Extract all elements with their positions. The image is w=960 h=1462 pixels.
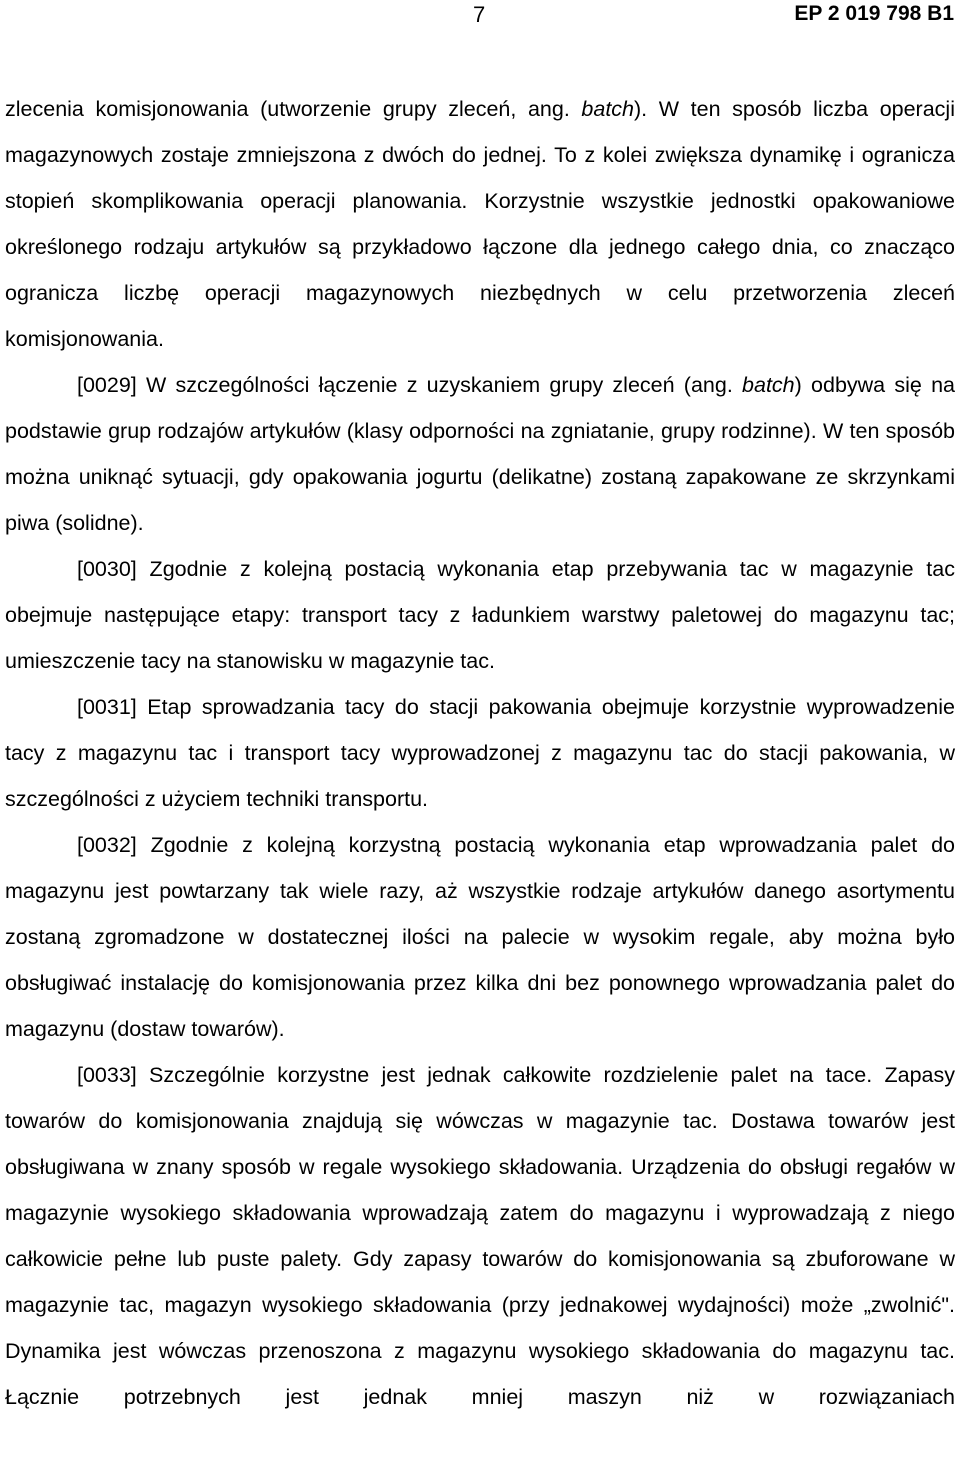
paragraph-number: [0033] xyxy=(77,1063,137,1087)
page-header xyxy=(0,0,960,40)
paragraph-number: [0031] xyxy=(77,695,137,719)
italic-term: batch xyxy=(742,373,795,397)
italic-term: batch xyxy=(581,97,635,121)
paragraph-0032 xyxy=(5,822,955,1052)
paragraph-number: [0032] xyxy=(77,833,137,857)
paragraph-text: Zgodnie z kolejną korzystną postacią wykonania etap wprowadzania palet do magazynu jest powtarzany tak wiele razy, aż wszystkie rodzaje artykułów danego asortymentu zostaną zgromadzone w dostatecznej ilości na palecie w wysokim regale, aby można było obsługiwać instalację do komisjonowania przez kilka dni bez ponownego wprowadzania palet do magazynu (dostaw towarów). xyxy=(5,833,955,1041)
document-body xyxy=(5,86,955,1420)
paragraph-0030 xyxy=(5,546,955,684)
paragraph-number: [0029] xyxy=(77,373,137,397)
paragraph-continuation xyxy=(5,86,955,362)
paragraph-0033 xyxy=(5,1052,955,1420)
paragraph-text: Etap sprowadzania tacy do stacji pakowania obejmuje korzystnie wyprowadzenie tacy z magazynu tac i transport tacy wyprowadzonej z magazynu tac do stacji pakowania, w szczególności z użyciem techniki transportu. xyxy=(5,695,955,811)
paragraph-text: ) odbywa się na podstawie grup rodzajów artykułów (klasy odporności na zgniatanie, grupy rodzinne). W ten sposób można uniknąć sytuacji, gdy opakowania jogurtu (delikatne) zostaną zapakowane ze skrzynkami piwa (solidne). xyxy=(5,373,955,535)
paragraph-text: Zgodnie z kolejną postacią wykonania etap przebywania tac w magazynie tac obejmuje następujące etapy: transport tacy z ładunkiem warstwy paletowej do magazynu tac; umieszczenie tacy na stanowisku w magazynie tac. xyxy=(5,557,955,673)
paragraph-number: [0030] xyxy=(77,557,137,581)
paragraph-0029 xyxy=(5,362,955,546)
paragraph-text: W szczególności łączenie z uzyskaniem grupy zleceń (ang. xyxy=(136,373,743,397)
paragraph-text: ). W ten sposób liczba operacji magazynowych zostaje zmniejszona z dwóch do jednej. To z kolei zwiększa dynamikę i ogranicza stopień skomplikowania operacji planowania. Korzystnie wszystkie jednostki opakowaniowe określonego rodzaju artykułów są przykładowo łączone dla jednego całego dnia, co znacząco ogranicza liczbę operacji magazynowych niezbędnych w celu przetworzenia zleceń komisjonowania. xyxy=(5,97,955,351)
publication-number: EP 2 019 798 B1 xyxy=(794,2,954,25)
paragraph-text: zlecenia komisjonowania (utworzenie grupy zleceń, ang. xyxy=(5,97,582,121)
paragraph-0031 xyxy=(5,684,955,822)
page-number: 7 xyxy=(473,2,486,27)
paragraph-text: Szczególnie korzystne jest jednak całkowite rozdzielenie palet na tace. Zapasy towarów do komisjonowania znajdują się wówczas w magazynie tac. Dostawa towarów jest obsługiwana w znany sposób w regale wysokiego składowania. Urządzenia do obsługi regałów w magazynie wysokiego składowania wprowadzają zatem do magazynu i wyprowadzają z niego całkowicie pełne lub puste palety. Gdy zapasy towarów do komisjonowania są zbuforowane w magazynie tac, magazyn wysokiego składowania (przy jednakowej wydajności) może „zwolnić". Dynamika jest wówczas przenoszona z magazynu wysokiego składowania do magazynu tac. Łącznie potrzebnych jest jednak mniej maszyn niż w rozwiązaniach xyxy=(5,1063,955,1409)
